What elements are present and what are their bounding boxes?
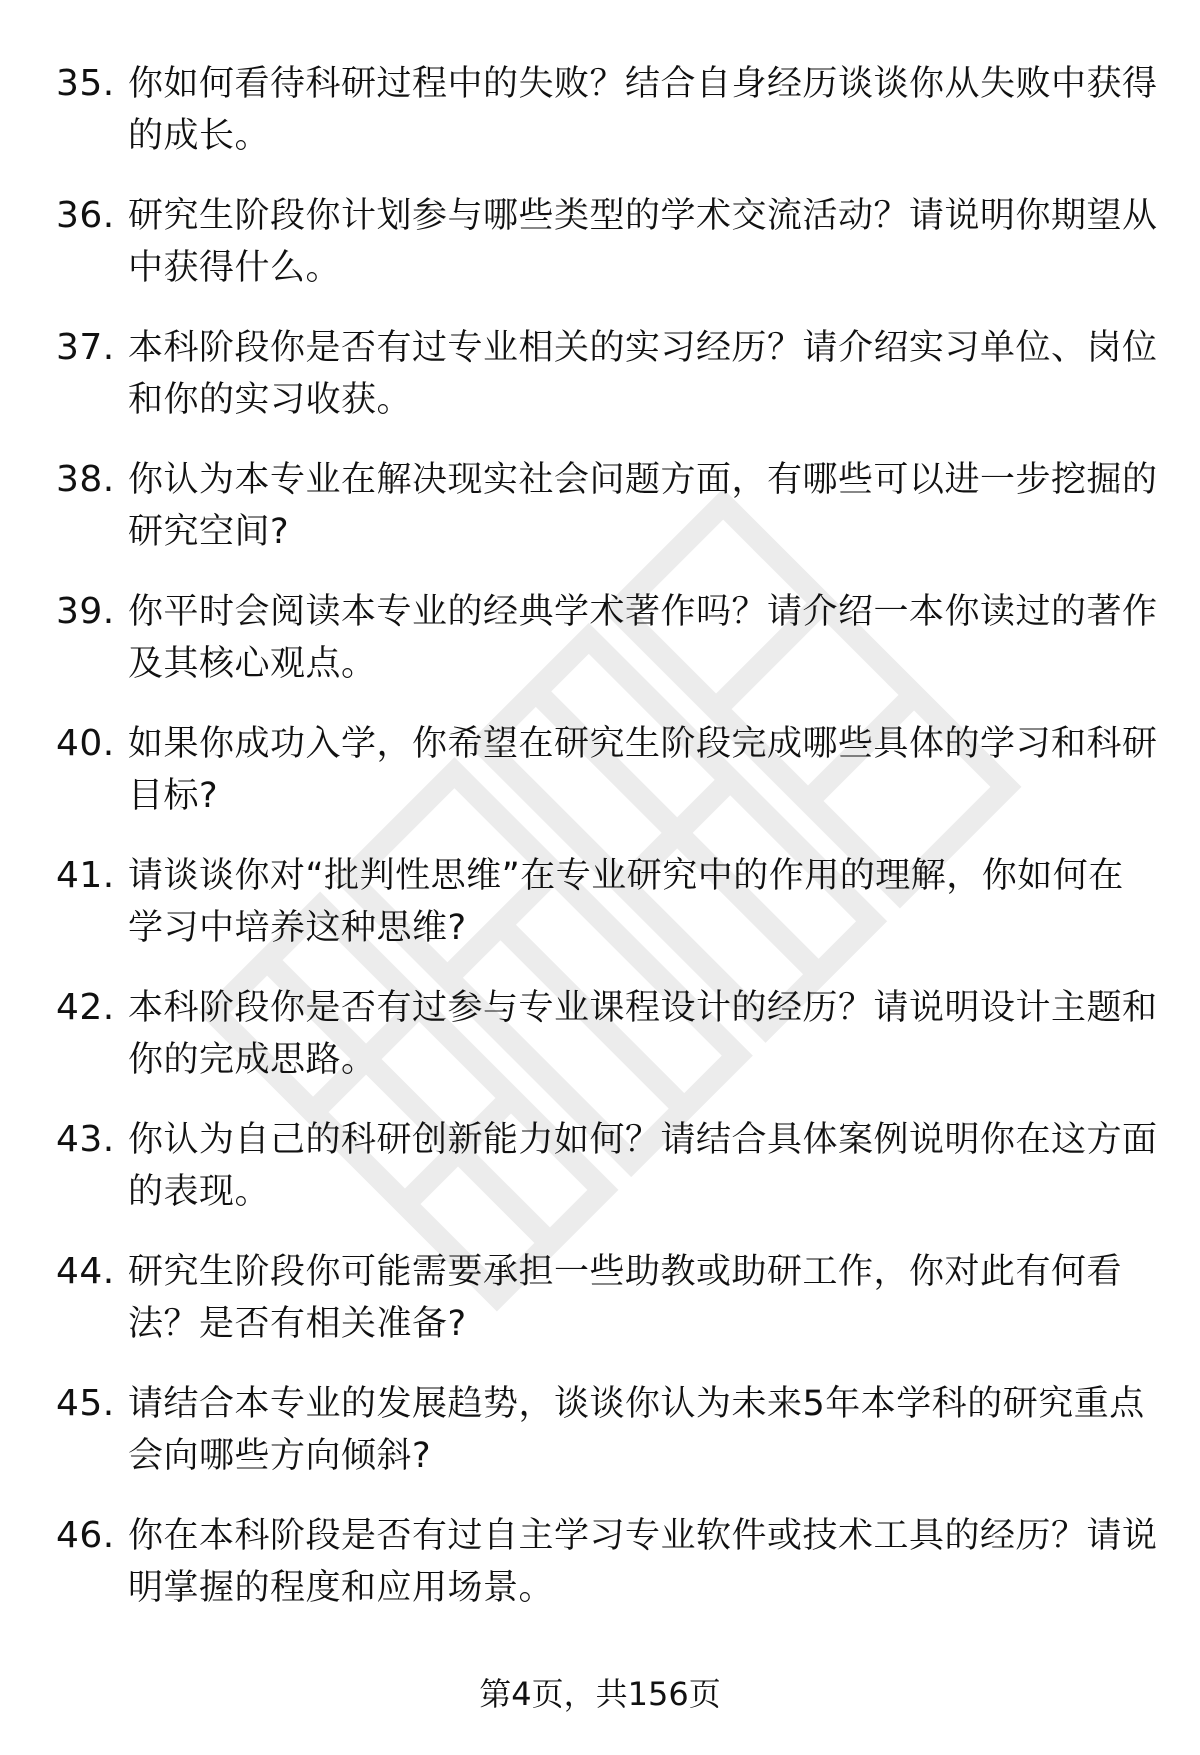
question-item (0, 1378, 1200, 1510)
question-number: 44. (56, 1251, 115, 1292)
question-list (0, 58, 1200, 1642)
question-text: 本科阶段你是否有过参与专业课程设计的经历？请说明设计主题和你的完成思路。 (128, 988, 1158, 1080)
question-text: 如果你成功入学，你希望在研究生阶段完成哪些具体的学习和科研目标? (128, 724, 1158, 816)
question-item (0, 1246, 1200, 1378)
question-number: 36. (56, 195, 115, 236)
question-number: 38. (56, 459, 115, 500)
page-number-label: 第4页，共156页 (479, 1675, 721, 1713)
question-text: 请谈谈你对“批判性思维”在专业研究中的作用的理解，你如何在学习中培养这种思维? (128, 856, 1124, 948)
page-footer (0, 1672, 1200, 1716)
question-item (0, 58, 1200, 190)
question-number: 40. (56, 723, 115, 764)
question-text: 你在本科阶段是否有过自主学习专业软件或技术工具的经历？请说明掌握的程度和应用场景。 (128, 1516, 1158, 1608)
question-text: 研究生阶段你计划参与哪些类型的学术交流活动？请说明你期望从中获得什么。 (128, 196, 1158, 288)
question-number: 39. (56, 591, 115, 632)
question-text: 你认为自己的科研创新能力如何？请结合具体案例说明你在这方面的表现。 (128, 1120, 1158, 1212)
question-number: 35. (56, 63, 115, 104)
question-item (0, 454, 1200, 586)
question-text: 研究生阶段你可能需要承担一些助教或助研工作，你对此有何看法？是否有相关准备? (128, 1252, 1123, 1344)
question-number: 46. (56, 1515, 115, 1556)
question-item (0, 1114, 1200, 1246)
question-text: 你平时会阅读本专业的经典学术著作吗？请介绍一本你读过的著作及其核心观点。 (128, 592, 1158, 684)
question-item (0, 718, 1200, 850)
question-item (0, 190, 1200, 322)
question-number: 37. (56, 327, 115, 368)
question-item (0, 586, 1200, 718)
question-number: 43. (56, 1119, 115, 1160)
question-item (0, 322, 1200, 454)
question-text: 本科阶段你是否有过专业相关的实习经历？请介绍实习单位、岗位和你的实习收获。 (128, 328, 1158, 420)
question-number: 45. (56, 1383, 115, 1424)
question-text: 你如何看待科研过程中的失败？结合自身经历谈谈你从失败中获得的成长。 (128, 64, 1158, 156)
question-item (0, 982, 1200, 1114)
question-number: 41. (56, 855, 115, 896)
question-number: 42. (56, 987, 115, 1028)
question-item (0, 1510, 1200, 1642)
question-text: 请结合本专业的发展趋势，谈谈你认为未来5年本学科的研究重点会向哪些方向倾斜? (128, 1384, 1145, 1476)
question-text: 你认为本专业在解决现实社会问题方面，有哪些可以进一步挖掘的研究空间? (128, 460, 1158, 552)
question-item (0, 850, 1200, 982)
